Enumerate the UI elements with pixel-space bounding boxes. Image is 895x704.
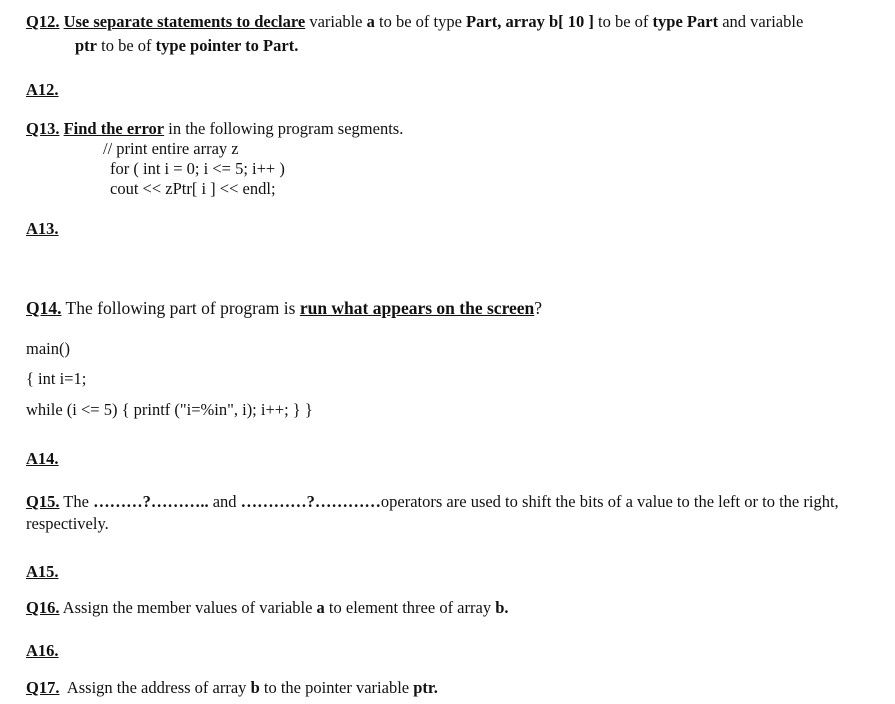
answer-16-label: A16. xyxy=(26,641,59,660)
emphasis-text: run what appears on the screen xyxy=(299,298,535,318)
blank-dots: …………?………… xyxy=(240,492,381,511)
blank-dots: ………?……….. xyxy=(93,492,209,511)
text: in the following program segments. xyxy=(164,119,404,138)
code-line: cout << zPtr[ i ] << endl; xyxy=(110,179,276,198)
code-line: // print entire array z xyxy=(103,139,239,158)
bold-text: type Part xyxy=(652,12,719,31)
text: Assign the member values of variable xyxy=(59,598,317,617)
answer-12-label: A12. xyxy=(26,80,59,99)
text: to be of xyxy=(97,36,156,55)
question-number: Q12. xyxy=(26,12,60,31)
bold-text: b xyxy=(250,678,260,697)
answer-15-label: A15. xyxy=(26,562,59,581)
code-line: { int i=1; xyxy=(26,369,87,388)
code-line: for ( int i = 0; i <= 5; i++ ) xyxy=(110,159,285,178)
question-14 xyxy=(26,298,542,319)
text: ? xyxy=(534,298,543,318)
text: Assign the address of array xyxy=(59,678,251,697)
code-line: while (i <= 5) { printf ("i=%in", i); i++; } } xyxy=(26,400,313,419)
text: The following part of program is xyxy=(61,298,300,318)
bold-text: type pointer to Part. xyxy=(155,36,299,55)
text: to the pointer variable xyxy=(259,678,414,697)
text: and xyxy=(208,492,241,511)
question-17 xyxy=(26,677,438,698)
bold-text: ptr. xyxy=(413,678,438,697)
text: to be of type xyxy=(374,12,467,31)
question-15-line2: respectively. xyxy=(26,514,109,533)
emphasis-text: Find the error xyxy=(63,119,165,138)
question-number: Q15. xyxy=(26,492,60,511)
text: operators are used to shift the bits of a value to the left or to the right, xyxy=(380,492,839,511)
question-number: Q16. xyxy=(26,598,60,617)
question-number: Q14. xyxy=(26,298,62,318)
bold-text: a xyxy=(366,12,375,31)
text: and variable xyxy=(718,12,804,31)
question-12 xyxy=(26,11,803,32)
bold-text: ptr xyxy=(75,36,97,55)
question-13 xyxy=(26,118,403,139)
text: to element three of array xyxy=(324,598,496,617)
bold-text: Part, array b[ 10 ] xyxy=(466,12,594,31)
question-number: Q17. xyxy=(26,678,60,697)
text: The xyxy=(59,492,94,511)
code-line: main() xyxy=(26,339,70,358)
emphasis-text: Use separate statements to declare xyxy=(63,12,306,31)
answer-14-label: A14. xyxy=(26,449,59,468)
question-15 xyxy=(26,491,839,512)
question-12-line2 xyxy=(75,35,298,56)
text: to be of xyxy=(593,12,653,31)
text: variable xyxy=(305,12,367,31)
bold-text: a xyxy=(316,598,325,617)
answer-13-label: A13. xyxy=(26,219,59,238)
question-number: Q13. xyxy=(26,119,60,138)
question-16 xyxy=(26,597,509,618)
bold-text: b. xyxy=(495,598,509,617)
